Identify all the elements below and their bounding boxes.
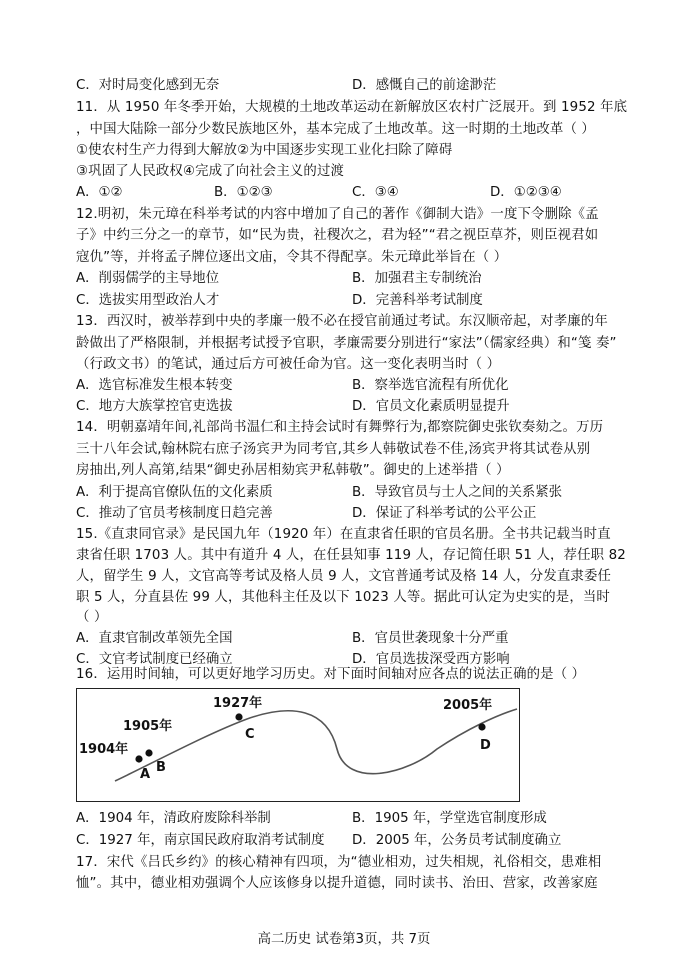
- q12-option-b: B．加强君主专制统治: [352, 271, 482, 286]
- timeline-point-a-label: A: [140, 767, 151, 782]
- q12-text-line-3: 寇仇”等，并将孟子牌位逐出文庙，令其不得配享。朱元璋此举旨在（ ）: [76, 250, 508, 265]
- q12-option-a: A．削弱儒学的主导地位: [76, 271, 220, 286]
- q12-option-d: D．完善科举考试制度: [352, 293, 483, 308]
- q13-option-c: C．地方大族掌控官吏选拔: [76, 399, 233, 414]
- q17-text-line-1: 17．宋代《吕氏乡约》的核心精神有四项，为“德业相劝，过失相规，礼俗相交，患难相: [76, 855, 602, 870]
- q11-text-line-2: ，中国大陆除一部分少数民族地区外，基本完成了土地改革。这一时期的土地改革（ ）: [76, 122, 595, 137]
- timeline-point-a-dot: [135, 755, 142, 762]
- q15-text-line-5: （ ）: [76, 610, 108, 625]
- timeline-year-1904: 1904年: [79, 742, 129, 757]
- timeline-point-c-label: C: [245, 727, 255, 742]
- q15-text-line-2: 隶省任职 1703 人。其中有道升 4 人，在任县知事 119 人，存记简任职 51 人，荐任职 82: [76, 548, 626, 563]
- q11-option-b: B．①②③: [214, 185, 273, 200]
- q14-option-c: C．推动了官员考核制度日趋完善: [76, 506, 273, 521]
- q14-option-b: B．导致官员与士人之间的关系紧张: [352, 485, 563, 500]
- q14-option-a: A．利于提高官僚队伍的文化素质: [76, 485, 273, 500]
- q11-option-a: A．①②: [76, 185, 123, 200]
- q15-text-line-4: 职 5 人，分直县佐 99 人，其他科主任及以下 1023 人等。据此可认定为史实的是，当时: [76, 590, 610, 605]
- q12-text-line-2: 子》中约三分之一的章节，如“民为贵，社稷次之，君为轻”“君之视臣草芥，则臣视君如: [76, 228, 599, 243]
- timeline-svg: [77, 689, 519, 801]
- timeline-year-1905: 1905年: [123, 719, 173, 734]
- q15-option-d: D．官员选拔深受西方影响: [352, 652, 510, 667]
- q12-option-c: C．选拔实用型政治人才: [76, 293, 220, 308]
- timeline-year-2005: 2005年: [443, 698, 493, 713]
- q12-text-line-1: 12.明初，朱元璋在科举考试的内容中增加了自己的著作《御制大诰》一度下令删除《孟: [76, 207, 599, 222]
- timeline-year-1927: 1927年: [213, 696, 263, 711]
- q13-text-line-1: 13．西汉时，被举荐到中央的孝廉一般不必在授官前通过考试。东汉顺帝起，对孝廉的年: [76, 314, 608, 329]
- q13-option-b: B．察举选官流程有所优化: [352, 378, 509, 393]
- timeline-point-c-dot: [235, 713, 242, 720]
- q11-option-c: C．③④: [352, 185, 399, 200]
- q13-text-line-2: 龄做出了严格限制，并根据考试授予官职，孝廉需要分别进行“家法”（儒家经典）和“笺 奏”: [76, 336, 617, 351]
- q15-text-line-3: 人，留学生 9 人，文官高等考试及格人员 9 人，文官普通考试及格 14 人，分发直隶委任: [76, 569, 612, 584]
- q11-text-line-1: 11．从 1950 年冬季开始，大规模的土地改革运动在新解放区农村广泛展开。到 1952 年底: [76, 100, 628, 115]
- q16-option-d: D．2005 年，公务员考试制度确立: [352, 833, 562, 848]
- q11-text-line-4: ③巩固了人民政权④完成了向社会主义的过渡: [76, 164, 345, 179]
- q13-text-line-3: （行政文书）的笔试，通过后方可被任命为官。这一变化表明当时（ ）: [76, 357, 501, 372]
- timeline-point-b-dot: [145, 749, 152, 756]
- q16-option-c: C．1927 年，南京国民政府取消考试制度: [76, 833, 325, 848]
- prev-option-c: C．对时局变化感到无奈: [76, 78, 220, 93]
- q16-text-line: 16．运用时间轴，可以更好地学习历史。对下面时间轴对应各点的说法正确的是（ ）: [76, 667, 586, 682]
- q15-text-line-1: 15.《直隶同官录》是民国九年（1920 年）在直隶省任职的官员名册。全书共记载当时直: [76, 527, 611, 542]
- q14-text-line-1: 14．明朝嘉靖年间,礼部尚书温仁和主持会试时有舞弊行为,都察院御史张钦奏劾之。万历: [76, 420, 604, 435]
- timeline-point-d-dot: [478, 723, 485, 730]
- q13-option-d: D．官员文化素质明显提升: [352, 399, 510, 414]
- timeline-point-b-label: B: [156, 760, 166, 775]
- q11-option-d: D．①②③④: [490, 185, 562, 200]
- page-footer: 高二历史 试卷第3页，共 7页: [257, 932, 431, 947]
- q11-text-line-3: ①使农村生产力得到大解放②为中国逐步实现工业化扫除了障碍: [76, 143, 453, 158]
- q14-option-d: D．保证了科举考试的公平公正: [352, 506, 537, 521]
- q16-option-b: B．1905 年，学堂选官制度形成: [352, 811, 547, 826]
- q16-timeline-figure: [76, 688, 520, 802]
- q14-text-line-2: 三十八年会试,翰林院右庶子汤宾尹为同考官,其乡人韩敬试卷不佳,汤宾尹将其试卷从别: [76, 442, 591, 457]
- prev-option-d: D．感慨自己的前途渺茫: [352, 78, 497, 93]
- q15-option-a: A．直隶官制改革领先全国: [76, 631, 233, 646]
- q13-option-a: A．选官标准发生根本转变: [76, 378, 233, 393]
- timeline-curve: [115, 709, 517, 781]
- q14-text-line-3: 房抽出,列人高第,结果“御史孙居相劾宾尹私韩敬”。御史的上述举措（ ）: [76, 463, 510, 478]
- q15-option-c: C．文官考试制度已经确立: [76, 652, 233, 667]
- q16-option-a: A．1904 年，清政府废除科举制: [76, 811, 271, 826]
- timeline-point-d-label: D: [480, 738, 491, 753]
- q17-text-line-2: 恤”。其中，德业相劝强调个人应该修身以提升道德，同时读书、治田、营家，改善家庭: [76, 876, 598, 891]
- q15-option-b: B．官员世袭现象十分严重: [352, 631, 509, 646]
